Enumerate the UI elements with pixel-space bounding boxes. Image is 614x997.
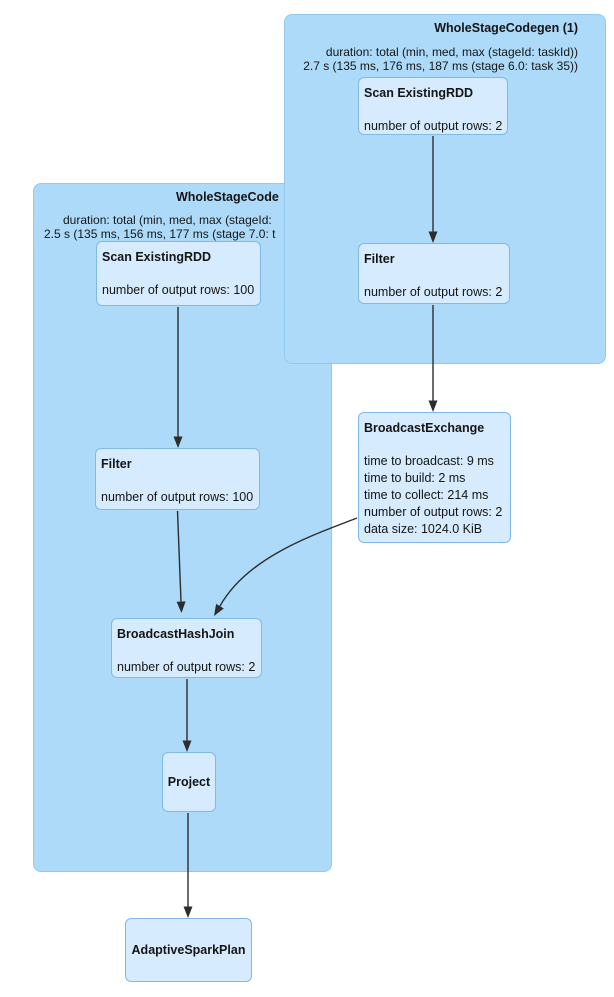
node-metric: number of output rows: 2 <box>364 285 503 299</box>
node-title: Project <box>167 775 211 789</box>
cluster-duration-label: duration: total (min, med, max (stageId: taskId)) <box>325 45 578 59</box>
node-scan-existingrdd-2[interactable] <box>96 241 261 306</box>
node-project[interactable] <box>162 752 216 812</box>
node-metric: time to build: 2 ms <box>364 471 466 485</box>
node-title: Filter <box>101 457 132 471</box>
node-title: AdaptiveSparkPlan <box>131 943 246 957</box>
node-scan-existingrdd-1[interactable] <box>358 77 508 135</box>
node-metric: time to broadcast: 9 ms <box>364 454 494 468</box>
cluster-wholestagecodegen-1 <box>284 14 606 364</box>
node-metric: number of output rows: 2 <box>117 660 256 674</box>
node-metric: number of output rows: 2 <box>364 505 503 519</box>
node-broadcasthashjoin[interactable] <box>111 618 262 678</box>
node-filter-1[interactable] <box>358 243 510 304</box>
node-title: Filter <box>364 252 395 266</box>
node-broadcastexchange[interactable] <box>358 412 511 543</box>
node-title: Scan ExistingRDD <box>102 250 212 264</box>
cluster-duration-value: 2.7 s (135 ms, 176 ms, 187 ms (stage 6.0: task 35)) <box>303 59 578 73</box>
node-metric: time to collect: 214 ms <box>364 488 489 502</box>
node-title: BroadcastExchange <box>364 421 485 435</box>
node-metric: number of output rows: 2 <box>364 119 503 133</box>
node-metric: number of output rows: 100 <box>101 490 254 504</box>
node-title: Scan ExistingRDD <box>364 86 474 100</box>
cluster-title: WholeStageCodegen (1) <box>434 21 578 35</box>
node-metric: data size: 1024.0 KiB <box>364 522 483 536</box>
node-filter-2[interactable] <box>95 448 260 510</box>
node-title: BroadcastHashJoin <box>117 627 235 641</box>
cluster-duration-value: 2.5 s (135 ms, 156 ms, 177 ms (stage 7.0: t <box>44 227 276 241</box>
cluster-title: WholeStageCode <box>176 190 279 204</box>
node-adaptivesparkplan[interactable] <box>125 918 252 982</box>
node-metric: number of output rows: 100 <box>102 283 255 297</box>
cluster-duration-label: duration: total (min, med, max (stageId: <box>63 213 272 227</box>
